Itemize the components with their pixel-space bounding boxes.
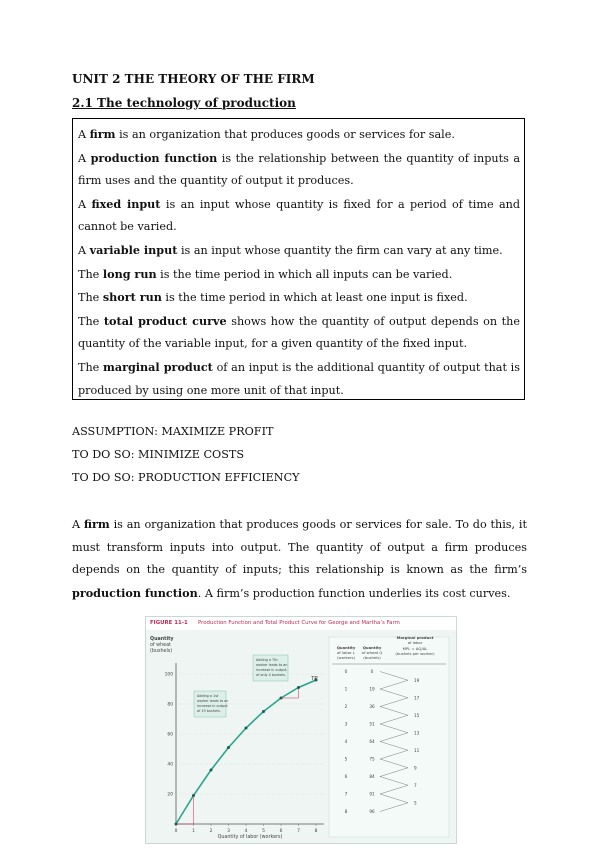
y-tick-label: 60 — [167, 732, 173, 738]
section-title: 2.1 The technology of production — [72, 96, 296, 110]
table-cell-wheat: 51 — [369, 721, 375, 727]
y-tick-label: 80 — [167, 702, 173, 708]
table-cell-labor: 4 — [344, 739, 348, 744]
annotation-line: of 19 bushels. — [197, 709, 221, 713]
x-tick-label: 5 — [262, 829, 265, 834]
definitions-box — [72, 118, 525, 400]
data-point — [262, 710, 265, 713]
table-cell-wheat: 96 — [369, 809, 375, 814]
table-cell-labor: 7 — [344, 791, 348, 797]
table-cell-labor: 3 — [344, 721, 348, 727]
table-cell-labor: 5 — [344, 756, 348, 762]
table-cell-wheat: 84 — [369, 774, 375, 779]
y-tick-label: 40 — [167, 762, 173, 768]
table-header-line: (bushels per worker) — [395, 651, 435, 656]
x-tick-label: 0 — [174, 829, 178, 834]
annotation-first-worker — [194, 691, 228, 717]
annotation-line: worker leads to an — [256, 663, 288, 667]
x-tick-label: 6 — [279, 829, 283, 834]
assumption-line: TO DO SO: PRODUCTION EFFICIENCY — [72, 471, 300, 484]
table-cell-wheat: 19 — [369, 686, 375, 692]
body-paragraph: A firm is an organization that produces goods or services for sale. To do this, it must transform inputs into output. The quantity of output a firm produces depends on the quantity of inputs; this relationship is known as the firm’s production function. A firm’s production function underlies its cost curves. — [72, 517, 527, 600]
annotation-seventh-worker — [253, 655, 288, 681]
table-cell-mpl: 15 — [414, 712, 420, 718]
data-table — [329, 635, 449, 837]
definition-total-product-curve: The total product curve shows how the quantity of output depends on the quantity of the variable input, for a given quantity of the fixed input. — [78, 313, 520, 351]
table-cell-wheat: 64 — [369, 739, 375, 744]
table-cell-labor: 1 — [344, 686, 348, 692]
definition-marginal-product: The marginal product of an input is the additional quantity of output that is produced by using one more unit of that input. — [78, 359, 520, 397]
table-cell-mpl: 11 — [414, 747, 420, 753]
table-cell-mpl: 17 — [414, 695, 420, 701]
table-cell-labor: 6 — [344, 774, 348, 779]
table-header-line: (bushels) — [363, 655, 381, 660]
plot-axes — [176, 663, 324, 824]
curve-label: TP — [311, 676, 318, 682]
definition-long-run: The long run is the time period in which all inputs can be varied. — [78, 266, 453, 281]
table-cell-mpl: 7 — [414, 782, 417, 788]
table-header-line: Quantity — [362, 645, 382, 650]
annotation-line: increase in output — [197, 704, 228, 708]
x-tick-label: 3 — [227, 829, 230, 834]
table-cell-labor: 2 — [344, 704, 348, 709]
annotation-line: Adding a 1st — [197, 694, 219, 698]
figure-title: Production Function and Total Product Curve for George and Martha’s Farm — [198, 620, 400, 626]
table-cell-labor: 8 — [344, 809, 348, 814]
table-cell-mpl: 13 — [414, 730, 420, 736]
y-tick-label: 100 — [164, 672, 173, 678]
annotation-line: worker leads to an — [197, 699, 229, 703]
assumption-line: ASSUMPTION: MAXIMIZE PROFIT — [72, 425, 274, 438]
table-cell-wheat: 0 — [370, 669, 374, 674]
y-tick-label: 20 — [167, 792, 173, 798]
table-header-line: Marginal product — [396, 635, 434, 640]
table-header-line: Quantity — [336, 645, 356, 650]
definition-variable-input: A variable input is an input whose quantity the firm can vary at any time. — [78, 242, 503, 257]
table-header-line: (workers) — [337, 655, 355, 660]
table-cell-mpl: 19 — [414, 677, 420, 683]
definition-short-run: The short run is the time period in which at least one input is fixed. — [78, 290, 468, 305]
table-cell-labor: 0 — [344, 669, 348, 674]
definition-fixed-input: A fixed input is an input whose quantity is fixed for a period of time and cannot be varied. — [78, 196, 520, 234]
table-header-line: of labor L — [337, 650, 355, 655]
x-axis-label: Quantity of labor (workers) — [217, 835, 283, 840]
table-cell-wheat: 36 — [369, 704, 375, 709]
table-header-line: MPL = ΔQ/ΔL — [402, 646, 428, 651]
production-function-figure — [145, 616, 457, 844]
assumption-line: TO DO SO: MINIMIZE COSTS — [72, 448, 245, 461]
y-axis-label-line: Quantity — [150, 637, 174, 642]
x-tick-label: 4 — [244, 829, 248, 834]
x-tick-label: 8 — [314, 829, 318, 834]
x-tick-label: 2 — [209, 829, 213, 834]
x-tick-label: 7 — [297, 829, 300, 834]
annotation-line: of only 4 bushels. — [256, 673, 286, 677]
x-tick-label: 1 — [192, 829, 195, 834]
table-header-line: of labor — [407, 640, 423, 645]
table-cell-wheat: 91 — [369, 791, 375, 797]
data-point — [210, 769, 213, 772]
table-cell-mpl: 5 — [414, 800, 417, 806]
y-axis-label-line: of wheat — [150, 643, 171, 648]
data-point — [227, 746, 230, 749]
definition-firm: A firm is an organization that produces goods or services for sale. — [78, 127, 455, 141]
data-point — [245, 727, 248, 730]
table-cell-mpl: 9 — [414, 765, 417, 771]
table-header-line: of wheat Q — [361, 650, 383, 655]
table-cell-wheat: 75 — [369, 756, 375, 762]
unit-title: UNIT 2 THE THEORY OF THE FIRM — [72, 72, 315, 86]
annotation-line: Adding a 7th — [256, 658, 278, 662]
definition-production-function: A production function is the relationship between the quantity of inputs a firm uses and the quantity of output it produces. — [78, 150, 520, 188]
y-axis-label-line: (bushels) — [150, 649, 173, 654]
annotation-line: increase in output — [256, 668, 287, 672]
figure-banner — [146, 617, 456, 630]
figure-label: FIGURE 11-1 — [150, 620, 188, 626]
